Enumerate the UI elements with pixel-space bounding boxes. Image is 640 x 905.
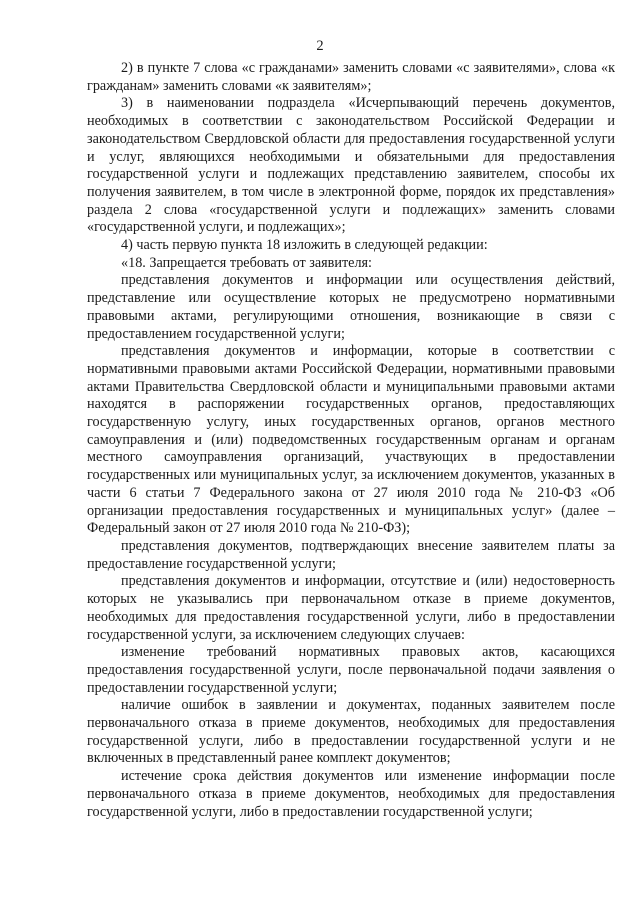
paragraph-exception-2: наличие ошибок в заявлении и документах, поданных заявителем после первоначального отказа в приеме документов, необходимых для предоставления государственной услуги, либо в предоставлении государственной услуги и не включенных в представленный ранее комплект документов; [87,697,615,767]
paragraph-prohibition-1: представления документов и информации или осуществления действий, представление или осуществление которых не предусмотрено нормативными правовыми актами, регулирующими отношения, возникающие в связи с предоставлением государственной услуги; [87,272,615,342]
paragraph-item-2: 2) в пункте 7 слова «с гражданами» заменить словами «с заявителями», слова «к гражданам» заменить словами «к заявителям»; [87,60,615,94]
document-body [87,60,615,821]
paragraph-item-4: 4) часть первую пункта 18 изложить в следующей редакции: [121,237,488,254]
paragraph-prohibition-2: представления документов и информации, которые в соответствии с нормативными правовыми актами Российской Федерации, нормативными правовыми актами Правительства Свердловской области и муниципальными правовыми актами находятся в распоряжении государственных органов, предоставляющих государственную услугу, иных государственных органов, органов местного самоуправления и (или) подведомственных государственным органам и органам местного самоуправления организаций, участвующих в предоставлении государственных или муниципальных услуг, за исключением документов, указанных в части 6 статьи 7 Федерального закона от 27 июля 2010 года № 210-ФЗ «Об организации предоставления государственных и муниципальных услуг» (далее – Федеральный закон от 27 июля 2010 года № 210-ФЗ); [87,343,615,537]
paragraph-exception-3: истечение срока действия документов или изменение информации после первоначального отказа в приеме документов, необходимых для предоставления государственной услуги, либо в предоставлении государственной услуги; [87,768,615,820]
page-number: 2 [316,38,324,54]
paragraph-prohibition-4: представления документов и информации, отсутствие и (или) недостоверность которых не указывались при первоначальном отказе в приеме документов, необходимых для предоставления государственной услуги, либо в предоставлении государственной услуги, за исключением следующих случаев: [87,573,615,643]
paragraph-item-3: 3) в наименовании подраздела «Исчерпывающий перечень документов, необходимых в соответствии с законодательством Российской Федерации и законодательством Свердловской области для предоставления государственной услуги и услуг, являющихся необходимыми и обязательными для предоставления государственной услуги и подлежащих представлению заявителем, способы их получения заявителем, в том числе в электронной форме, порядок их представления» раздела 2 слова «государственной услуги и подлежащих» заменить словами «государственной услуги, и подлежащих»; [87,95,615,236]
paragraph-exception-1: изменение требований нормативных правовых актов, касающихся предоставления государственной услуги, после первоначальной подачи заявления о предоставлении государственной услуги; [87,644,615,696]
paragraph-prohibition-3: представления документов, подтверждающих внесение заявителем платы за предоставление государственной услуги; [87,537,615,572]
paragraph-clause-18: «18. Запрещается требовать от заявителя: [121,254,372,271]
